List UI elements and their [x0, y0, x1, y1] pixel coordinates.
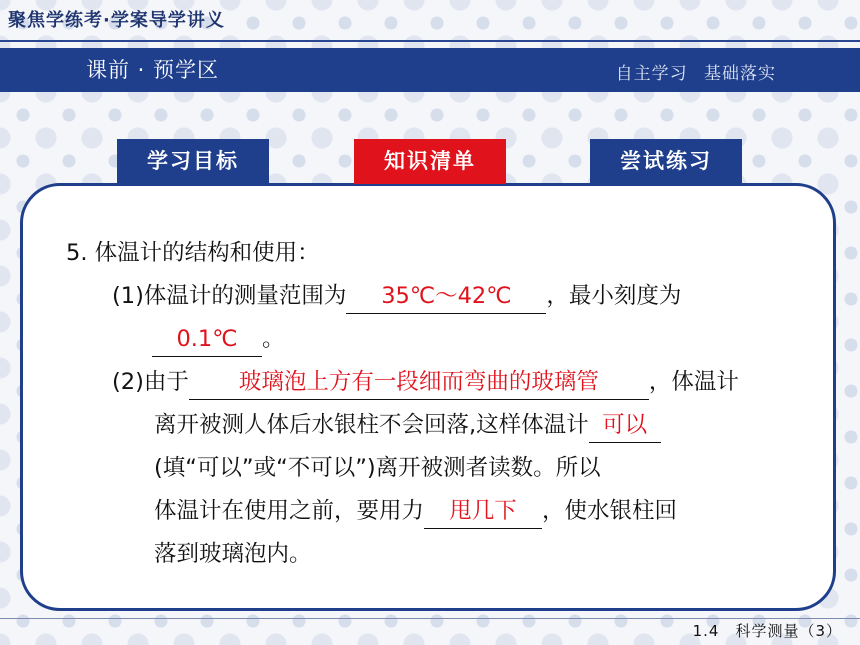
question-heading [66, 232, 796, 275]
part2-mid: ，体温计 [648, 369, 739, 395]
section-title: 课前 · 预学区 [86, 58, 220, 82]
part2-line4-end: ，使水银柱回 [542, 498, 678, 524]
answer-structure: 玻璃泡上方有一段细而弯曲的玻璃管 [189, 365, 649, 400]
part2-line5 [66, 533, 796, 576]
footer-divider [0, 618, 860, 619]
part2-line4 [66, 490, 796, 533]
part2-line2 [66, 404, 796, 447]
answer-can-read: 可以 [589, 408, 661, 443]
answer-shake: 甩几下 [424, 494, 542, 529]
part2-line2-text: 离开被测人体后水银柱不会回落,这样体温计 [154, 412, 589, 438]
part1-line2 [66, 318, 796, 361]
answer-range: 35℃～42℃ [346, 279, 546, 314]
part2-line1 [66, 361, 796, 404]
tab-learning-goals[interactable]: 学习目标 [117, 139, 269, 184]
footer-label: 1.4 科学测量（3） [692, 622, 842, 640]
header-title: 聚焦学练考·学案导学讲义 [8, 10, 225, 31]
part1-end: 。 [262, 326, 285, 352]
part2-line4-prefix: 体温计在使用之前，要用力 [154, 498, 425, 524]
part1-mid: ，最小刻度为 [546, 283, 682, 309]
part2-line3-text: (填“可以”或“不可以”)离开被测者读数。所以 [154, 455, 601, 481]
section-subtitle: 自主学习 基础落实 [615, 64, 776, 84]
tab-practice[interactable]: 尝试练习 [590, 139, 742, 184]
tab-knowledge-list[interactable]: 知识清单 [354, 139, 506, 184]
section-bar [0, 48, 860, 92]
header-divider [0, 40, 860, 42]
part1-line1 [66, 275, 796, 318]
part2-line5-text: 落到玻璃泡内。 [154, 541, 312, 567]
answer-min-scale: 0.1℃ [152, 322, 262, 357]
question-text: 体温计的结构和使用： [94, 240, 320, 266]
part1-prefix: (1)体温计的测量范围为 [112, 283, 347, 309]
question-number: 5. [66, 240, 88, 266]
part2-prefix: (2)由于 [112, 369, 189, 395]
question-content [66, 232, 796, 576]
part2-line3 [66, 447, 796, 490]
